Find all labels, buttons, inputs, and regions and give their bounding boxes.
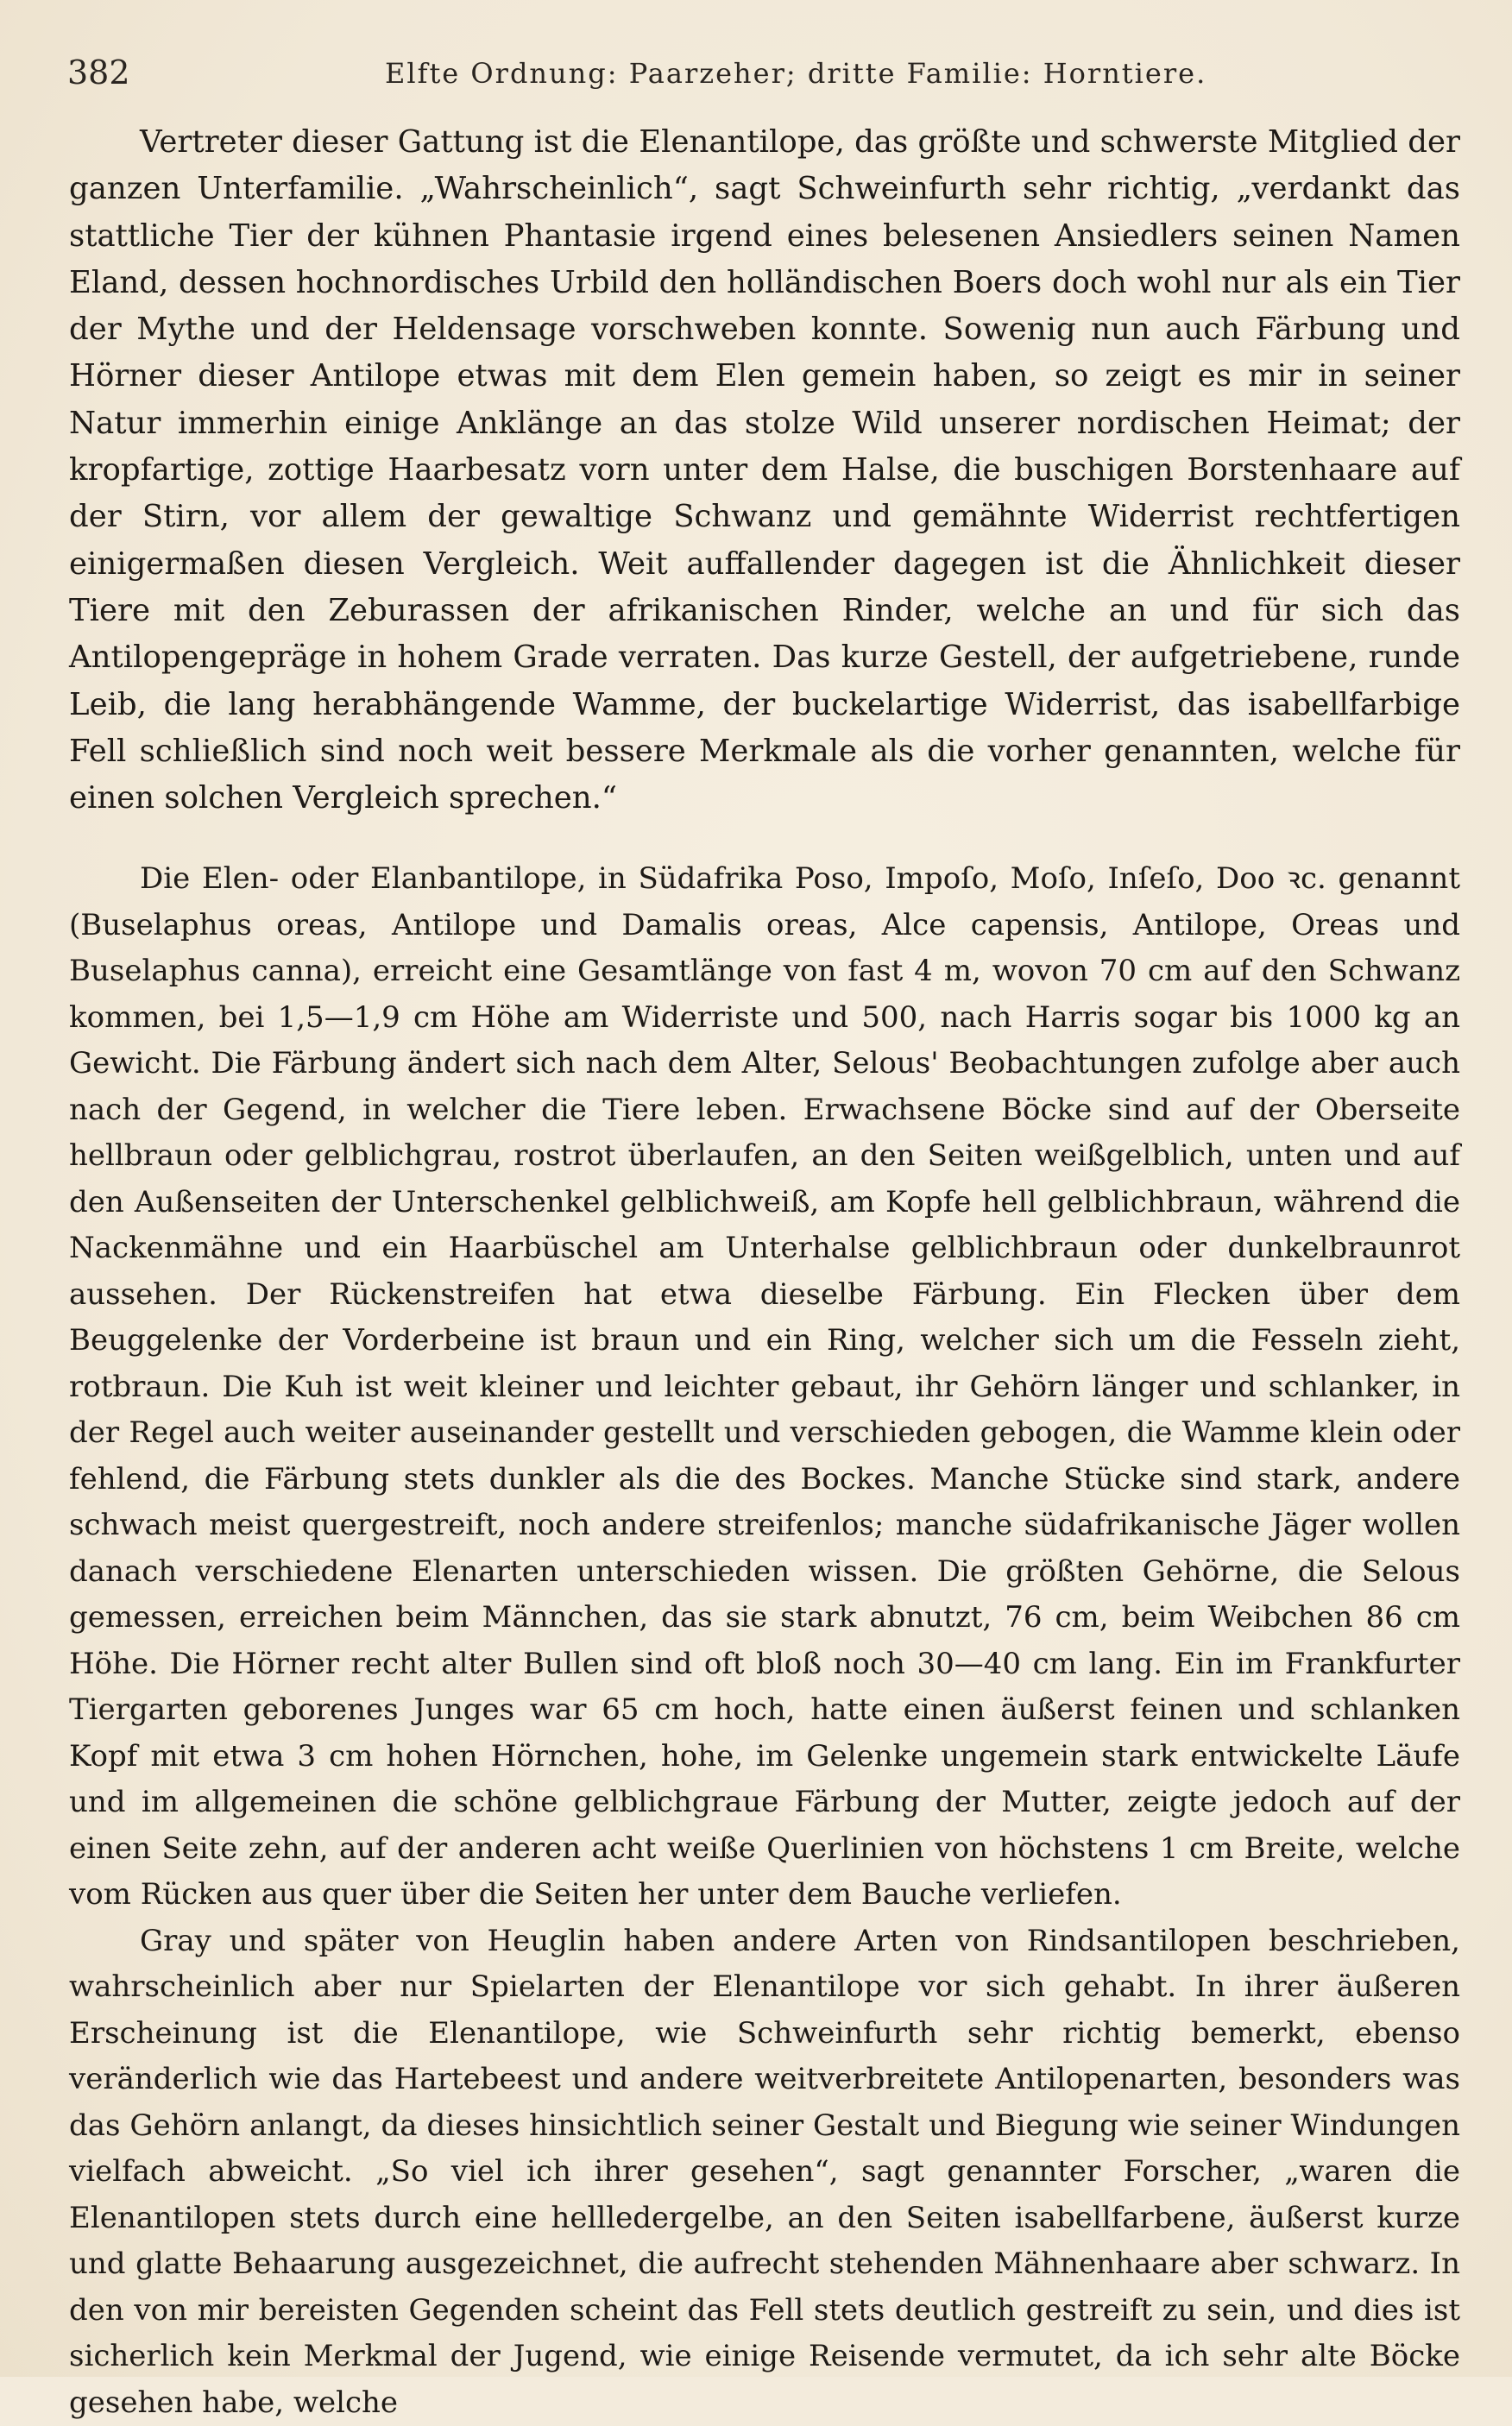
body-text xyxy=(69,119,1460,2426)
paragraph-intro: Vertreter dieser Gattung ist die Elenantilope, das größte und schwerste Mitglied der ganzen Unterfamilie. „Wahrscheinlich“, sagt Schweinfurth sehr richtig, „verdankt das stattliche Tier der kühnen Phantasie irgend eines belesenen Ansiedlers seinen Namen Eland, dessen hochnordisches Urbild den holländischen Boers doch wohl nur als ein Tier der Mythe und der Heldensage vorschweben konnte. Sowenig nun auch Färbung und Hörner dieser Antilope etwas mit dem Elen gemein haben, so zeigt es mir in seiner Natur immerhin einige Anklänge an das stolze Wild unserer nordischen Heimat; der kropfartige, zottige Haarbesatz vorn unter dem Halse, die buschigen Borstenhaare auf der Stirn, vor allem der gewaltige Schwanz und gemähnte Widerrist rechtfertigen einigermaßen diesen Vergleich. Weit auffallender dagegen ist die Ähnlichkeit dieser Tiere mit den Zeburassen der afrikanischen Rinder, welche an und für sich das Antilopengepräge in hohem Grade verraten. Das kurze Gestell, der aufgetriebene, runde Leib, die lang herabhängende Wamme, der buckelartige Widerrist, das isabellfarbige Fell schließlich sind noch weit bessere Merkmale als die vorher genannten, welche für einen solchen Vergleich sprechen.“ xyxy=(69,124,1460,816)
paragraph-variants: Gray und später von Heuglin haben andere Arten von Rindsantilopen beschrieben, wahrscheinlich aber nur Spielarten der Elenantilope vor sich gehabt. In ihrer äußeren Erscheinung ist die Elenantilope, wie Schweinfurth sehr richtig bemerkt, ebenso veränderlich wie das Hartebeest und andere weitverbreitete Antilopenarten, besonders was das Gehörn anlangt, da dieses hinsichtlich seiner Gestalt und Biegung wie seiner Windungen vielfach abweicht. „So viel ich ihrer gesehen“, sagt genannter Forscher, „waren die Elenantilopen stets durch eine hellledergelbe, an den Seiten isabellfarbene, äußerst kurze und glatte Behaarung ausgezeichnet, die aufrecht stehenden Mähnenhaare aber schwarz. In den von mir bereisten Gegenden scheint das Fell stets deutlich gestreift zu sein, und dies ist sicherlich kein Merkmal der Jugend, wie einige Reisende vermutet, da ich sehr alte Böcke gesehen habe, welche xyxy=(69,1923,1460,2420)
paragraph-description: Die Elen- oder Elanbantilope, in Südafrika Poso, Impoſo, Moſo, Inſeſo, Doo ꝛc. genannt (Buselaphus oreas, Antilope und Damalis oreas, Alce capensis, Antilope, Oreas und Buselaphus canna), erreicht eine Gesamtlänge von fast 4 m, wovon 70 cm auf den Schwanz kommen, bei 1,5—1,9 cm Höhe am Widerriste und 500, nach Harris sogar bis 1000 kg an Gewicht. Die Färbung ändert sich nach dem Alter, Selous' Beobachtungen zufolge aber auch nach der Gegend, in welcher die Tiere leben. Erwachsene Böcke sind auf der Oberseite hellbraun oder gelblichgrau, rostrot überlaufen, an den Seiten weißgelblich, unten und auf den Außenseiten der Unterschenkel gelblichweiß, am Kopfe hell gelblichbraun, während die Nackenmähne und ein Haarbüschel am Unterhalse gelblichbraun oder dunkelbraunrot aussehen. Der Rückenstreifen hat etwa dieselbe Färbung. Ein Flecken über dem Beuggelenke der Vorderbeine ist braun und ein Ring, welcher sich um die Fesseln zieht, rotbraun. Die Kuh ist weit kleiner und leichter gebaut, ihr Gehörn länger und schlanker, in der Regel auch weiter auseinander gestellt und verschieden gebogen, die Wamme klein oder fehlend, die Färbung stets dunkler als die des Bockes. Manche Stücke sind stark, andere schwach meist quergestreift, noch andere streifenlos; manche südafrikanische Jäger wollen danach verschiedene Elenarten unterschieden wissen. Die größten Gehörne, die Selous gemessen, erreichen beim Männchen, das sie stark abnutzt, 76 cm, beim Weibchen 86 cm Höhe. Die Hörner recht alter Bullen sind oft bloß noch 30—40 cm lang. Ein im Frankfurter Tiergarten geborenes Junges war 65 cm hoch, hatte einen äußerst feinen und schlanken Kopf mit etwa 3 cm hohen Hörnchen, hohe, im Gelenke ungemein stark entwickelte Läufe und im allgemeinen die schöne gelblichgraue Färbung der Mutter, zeigte jedoch auf der einen Seite zehn, auf der anderen acht weiße Querlinien von höchstens 1 cm Breite, welche vom Rücken aus quer über die Seiten her unter dem Bauche verliefen. xyxy=(69,861,1460,1912)
page-number: 382 xyxy=(67,54,130,91)
running-head: Elfte Ordnung: Paarzeher; dritte Familie: Horntiere. xyxy=(385,57,1207,90)
page-header xyxy=(67,50,1448,102)
